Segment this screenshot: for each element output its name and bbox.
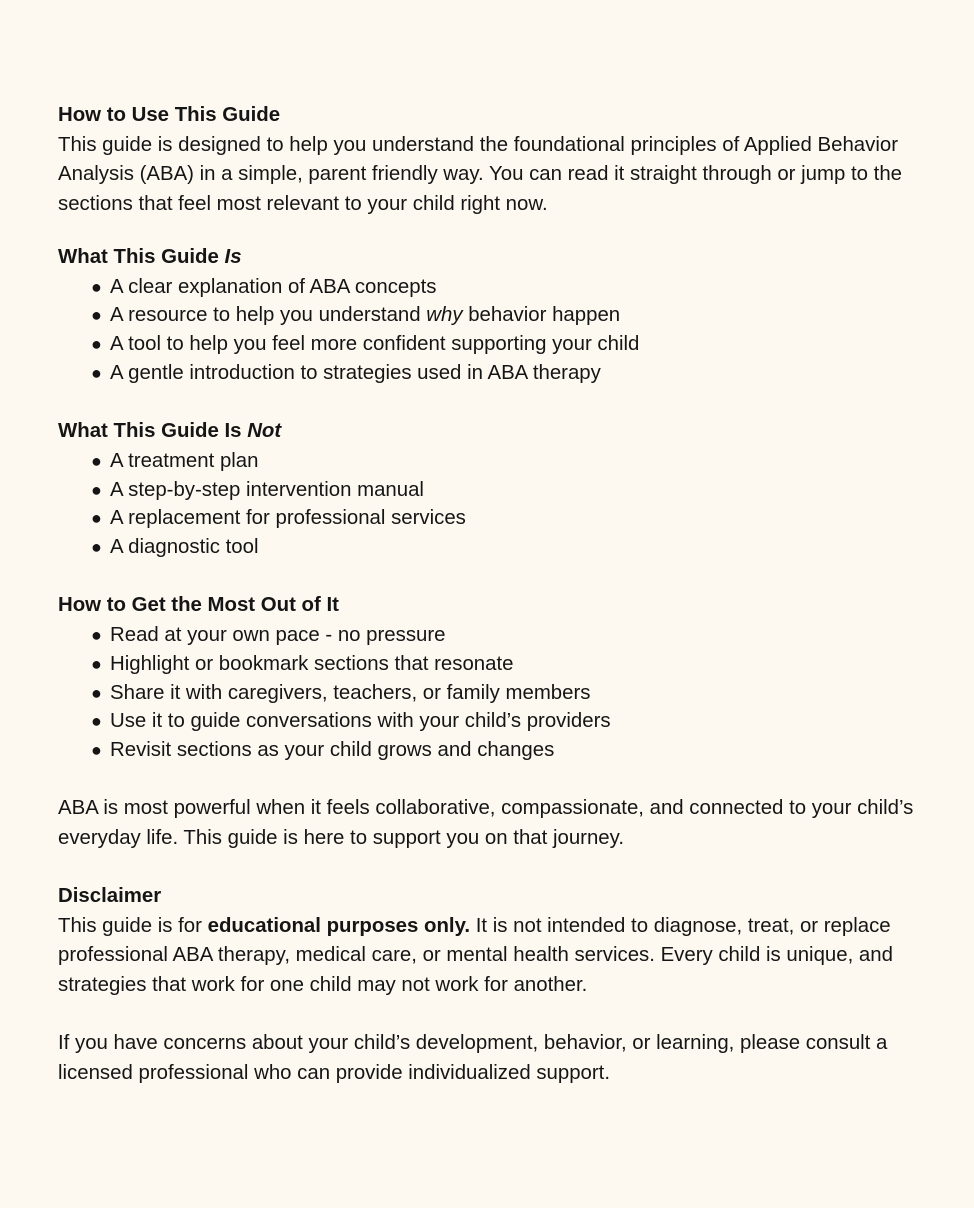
list-item	[91, 301, 928, 330]
section-closing	[58, 794, 928, 853]
section-what-is-not	[58, 417, 928, 562]
list-item	[91, 533, 928, 562]
list-item-text: Highlight or bookmark sections that resonate	[110, 652, 514, 675]
bullet-icon: ●	[91, 276, 102, 297]
bullet-icon: ●	[91, 711, 102, 732]
heading-what-is-prefix: What This Guide	[58, 246, 225, 268]
bullet-icon: ●	[91, 334, 102, 355]
bullet-icon: ●	[91, 740, 102, 761]
heading-disclaimer: Disclaimer	[58, 885, 162, 908]
document-content	[58, 101, 928, 1088]
paragraph-concerns: If you have concerns about your child’s development, behavior, or learning, please consult a licensed professional who can provide individualized support.	[58, 1032, 888, 1084]
list-item-text: A step-by-step intervention manual	[110, 478, 424, 501]
list-item-text: Share it with caregivers, teachers, or family members	[110, 681, 591, 704]
heading-what-is-emphasis: Is	[224, 246, 242, 268]
list-item	[91, 504, 928, 533]
heading-what-is-not-emphasis: Not	[247, 420, 282, 443]
list-item	[91, 273, 928, 302]
disclaimer-text-before: This guide is for	[58, 914, 208, 937]
section-what-is	[58, 243, 928, 388]
list-most-out	[58, 621, 928, 766]
bullet-icon: ●	[91, 537, 102, 558]
section-how-to-use	[58, 101, 928, 219]
section-concerns	[58, 1029, 928, 1088]
list-item	[91, 359, 928, 388]
list-item	[91, 736, 928, 765]
heading-what-is-not-prefix: What This Guide Is	[58, 420, 248, 443]
bullet-icon: ●	[91, 305, 102, 326]
list-item	[91, 476, 928, 505]
bullet-icon: ●	[91, 363, 102, 384]
heading-how-to-use: How to Use This Guide	[58, 104, 281, 126]
section-most-out	[58, 591, 928, 765]
section-disclaimer	[58, 882, 928, 1000]
bullet-icon: ●	[91, 450, 102, 471]
list-item-text: A gentle introduction to strategies used in ABA therapy	[110, 362, 601, 385]
paragraph-disclaimer	[58, 912, 928, 1001]
list-item	[91, 447, 928, 476]
list-item	[91, 650, 928, 679]
list-item-text: A resource to help you understand	[110, 304, 427, 327]
list-what-is	[58, 273, 928, 389]
list-item	[91, 679, 928, 708]
heading-most-out: How to Get the Most Out of It	[58, 594, 339, 617]
list-item-text: Use it to guide conversations with your child’s providers	[110, 710, 611, 733]
disclaimer-bold-text: educational purposes only.	[207, 914, 471, 937]
list-item-text: A tool to help you feel more confident supporting your child	[110, 333, 640, 356]
list-item-text: A treatment plan	[110, 449, 259, 472]
paragraph-how-to-use: This guide is designed to help you understand the foundational principles of Applied Behavior Analysis (ABA) in a simple, parent friendly way. You can read it straight through or jump to the sections that feel most relevant to your child right now.	[58, 133, 902, 215]
list-item	[91, 330, 928, 359]
list-item-text: A replacement for professional services	[110, 507, 466, 530]
list-item-text-after: behavior happen	[462, 304, 621, 327]
bullet-icon: ●	[91, 624, 102, 645]
heading-what-is-not	[58, 417, 928, 447]
list-item	[91, 707, 928, 736]
list-item-text: A clear explanation of ABA concepts	[110, 275, 437, 298]
bullet-icon: ●	[91, 479, 102, 500]
list-item	[91, 621, 928, 650]
bullet-icon: ●	[91, 682, 102, 703]
bullet-icon: ●	[91, 508, 102, 529]
list-item-text: Read at your own pace - no pressure	[110, 623, 446, 646]
list-what-is-not	[58, 447, 928, 563]
disclaimer-text-after: It is not intended to diagnose, treat, or replace professional ABA therapy, medical care, or mental health services. Every child is unique, and strategies that work for one child may not work for another.	[58, 914, 893, 996]
list-item-text: A diagnostic tool	[110, 536, 259, 559]
heading-what-is	[58, 243, 928, 273]
paragraph-closing: ABA is most powerful when it feels collaborative, compassionate, and connected to your child’s everyday life. This guide is here to support you on that journey.	[58, 797, 914, 849]
bullet-icon: ●	[91, 653, 102, 674]
list-item-emphasis: why	[426, 304, 463, 327]
list-item-text: Revisit sections as your child grows and changes	[110, 739, 555, 762]
